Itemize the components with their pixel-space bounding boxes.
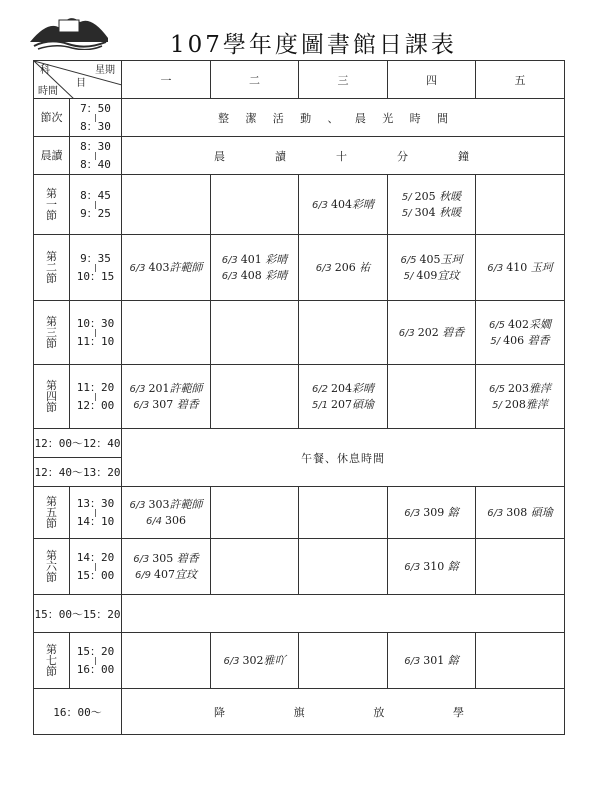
slot-p5-mon: 6/3 303許範師 6/4 306	[122, 487, 211, 539]
slot-p6-wed	[299, 539, 388, 595]
period-label: 第 五 節	[34, 487, 70, 539]
dismissal-activity: 降 旗 放 學	[122, 689, 565, 735]
slot-p2-thu: 6/5 405玉珂 5/ 409宜玟	[388, 235, 476, 301]
slot-p3-wed	[299, 301, 388, 365]
row-period-1	[34, 175, 565, 235]
corner-mu-label: 目	[76, 78, 86, 89]
corner-time-label: 時間	[38, 86, 58, 97]
schedule-table	[33, 60, 565, 735]
period-time: 8：30 | 8：40	[70, 137, 122, 175]
row-lunch-1	[34, 429, 565, 458]
slot-p1-fri	[476, 175, 565, 235]
slot-p1-tue	[211, 175, 299, 235]
slot-p7-fri	[476, 633, 565, 689]
lunch-activity: 午餐、休息時間	[122, 429, 565, 487]
slot-p7-thu: 6/3 301 鎔	[388, 633, 476, 689]
slot-p6-fri	[476, 539, 565, 595]
slot-p2-tue: 6/3 401 彩晴 6/3 408 彩晴	[211, 235, 299, 301]
row-period-6	[34, 539, 565, 595]
slot-p4-mon: 6/3 201許範師 6/3 307 碧香	[122, 365, 211, 429]
row-chendu	[34, 137, 565, 175]
time-end: 8：30	[80, 120, 111, 133]
period-time: 9：35 | 10：15	[70, 235, 122, 301]
slot-p4-wed: 6/2 204彩晴 5/1 207碩瑜	[299, 365, 388, 429]
row-period-2	[34, 235, 565, 301]
slot-p4-fri: 6/5 203雅萍 5/ 208雅萍	[476, 365, 565, 429]
day-header-tue: 二	[211, 61, 299, 99]
period-time: 7：50 | 8：30	[70, 99, 122, 137]
slot-p2-fri: 6/3 410 玉珂	[476, 235, 565, 301]
end-time: 16：00～	[34, 689, 122, 735]
period-time: 8：45 | 9：25	[70, 175, 122, 235]
day-header-fri: 五	[476, 61, 565, 99]
corner-cell	[34, 61, 122, 99]
slot-p5-thu: 6/3 309 鎔	[388, 487, 476, 539]
period-time: 10：30 | 11：10	[70, 301, 122, 365]
corner-week-label: 星期	[95, 65, 115, 76]
period-label: 第 二 節	[34, 235, 70, 301]
slot-p5-fri: 6/3 308 碩瑜	[476, 487, 565, 539]
page-title: 107學年度圖書館日課表	[170, 32, 457, 58]
slot-p4-tue	[211, 365, 299, 429]
slot-p5-tue	[211, 487, 299, 539]
header-row	[34, 61, 565, 99]
row-period-3	[34, 301, 565, 365]
slot-p4-thu	[388, 365, 476, 429]
day-header-mon: 一	[122, 61, 211, 99]
period-time: 13：30 | 14：10	[70, 487, 122, 539]
row-end	[34, 689, 565, 735]
corner-subject-label: 科	[40, 65, 50, 76]
period-label: 第 三 節	[34, 301, 70, 365]
lunch-time-2: 12：40～13：20	[34, 458, 122, 487]
time-start: 7：50	[80, 102, 111, 115]
row-jieci	[34, 99, 565, 137]
period-label: 晨讀	[34, 137, 70, 175]
slot-p7-wed	[299, 633, 388, 689]
day-header-wed: 三	[299, 61, 388, 99]
school-logo	[28, 8, 110, 50]
slot-p3-tue	[211, 301, 299, 365]
break-empty	[122, 595, 565, 633]
period-label: 節次	[34, 99, 70, 137]
day-header-thu: 四	[388, 61, 476, 99]
row-period-4	[34, 365, 565, 429]
slot-p1-wed: 6/3 404彩晴	[299, 175, 388, 235]
slot-p1-thu: 5/ 205 秋暖 5/ 304 秋暖	[388, 175, 476, 235]
period-label: 第 六 節	[34, 539, 70, 595]
period-time: 14：20 | 15：00	[70, 539, 122, 595]
period-label: 第 七 節	[34, 633, 70, 689]
period-time: 11：20 | 12：00	[70, 365, 122, 429]
period-label: 第 一 節	[34, 175, 70, 235]
slot-p2-wed: 6/3 206 祐	[299, 235, 388, 301]
row-period-7	[34, 633, 565, 689]
slot-p3-fri: 6/5 402采嫺 5/ 406 碧香	[476, 301, 565, 365]
slot-p1-mon	[122, 175, 211, 235]
slot-p6-mon: 6/3 305 碧香 6/9 407宜玟	[122, 539, 211, 595]
slot-p6-thu: 6/3 310 鎔	[388, 539, 476, 595]
slot-p3-thu: 6/3 202 碧香	[388, 301, 476, 365]
slot-p7-mon	[122, 633, 211, 689]
row-period-5	[34, 487, 565, 539]
slot-p5-wed	[299, 487, 388, 539]
slot-p3-mon	[122, 301, 211, 365]
slot-p7-tue: 6/3 302雅吖	[211, 633, 299, 689]
slot-p2-mon: 6/3 403許範師	[122, 235, 211, 301]
slot-p6-tue	[211, 539, 299, 595]
lunch-time-1: 12：00～12：40	[34, 429, 122, 458]
row-break	[34, 595, 565, 633]
period-label: 第 四 節	[34, 365, 70, 429]
reading-activity: 晨 讀 十 分 鐘	[122, 137, 565, 175]
break-time: 15：00～15：20	[34, 595, 122, 633]
cleaning-activity: 整 潔 活 動 、 晨 光 時 間	[122, 99, 565, 137]
period-time: 15：20 | 16：00	[70, 633, 122, 689]
